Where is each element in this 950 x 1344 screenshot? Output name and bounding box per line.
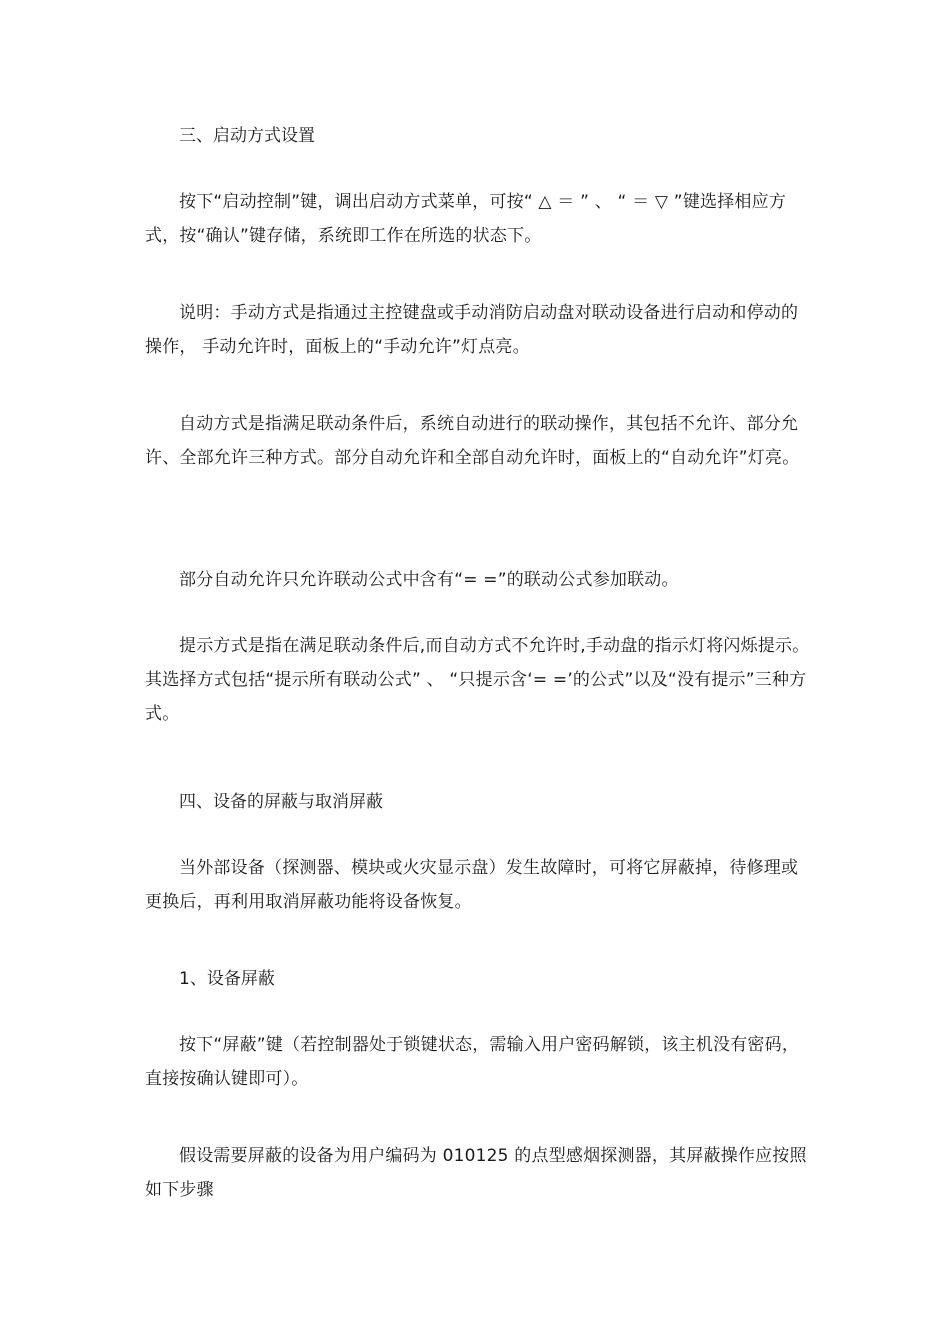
subsection-heading-device-shield: 1、设备屏蔽 <box>179 969 275 989</box>
paragraph-shield-example: 假设需要屏蔽的设备为用户编码为 010125 的点型感烟探测器，其屏蔽操作应按照如下步骤 <box>145 1146 807 1200</box>
paragraph-prompt-mode: 提示方式是指在满足联动条件后,而自动方式不允许时,手动盘的指示灯将闪烁提示。其选择方式包括“提示所有联动公式” 、 “只提示含‘= =’的公式”以及“没有提示”三种方式。 <box>145 636 810 724</box>
section-heading-device-shield: 四、设备的屏蔽与取消屏蔽 <box>179 792 383 812</box>
paragraph-manual-mode: 说明：手动方式是指通过主控键盘或手动消防启动盘对联动设备进行启动和停动的操作， 手动允许时，面板上的“手动允许”灯点亮。 <box>145 303 799 357</box>
paragraph-shield-key: 按下“屏蔽”键（若控制器处于锁键状态，需输入用户密码解锁，该主机没有密码，直接按确认键即可）。 <box>145 1035 800 1089</box>
section-heading-startup-mode: 三、启动方式设置 <box>179 126 315 146</box>
paragraph-auto-mode: 自动方式是指满足联动条件后，系统自动进行的联动操作，其包括不允许、部分允许、全部允许三种方式。部分自动允许和全部自动允许时，面板上的“自动允许”灯亮。 <box>145 414 800 468</box>
paragraph-device-fault: 当外部设备（探测器、模块或火灾显示盘）发生故障时，可将它屏蔽掉，待修理或更换后，再利用取消屏蔽功能将设备恢复。 <box>145 858 799 912</box>
paragraph-partial-auto: 部分自动允许只允许联动公式中含有“= =”的联动公式参加联动。 <box>179 570 679 590</box>
paragraph-startup-control: 按下“启动控制”键，调出启动方式菜单，可按“ △ ＝ ” 、 “ ＝ ▽ ”键选择相应方式，按“确认”键存储，系统即工作在所选的状态下。 <box>145 192 787 246</box>
